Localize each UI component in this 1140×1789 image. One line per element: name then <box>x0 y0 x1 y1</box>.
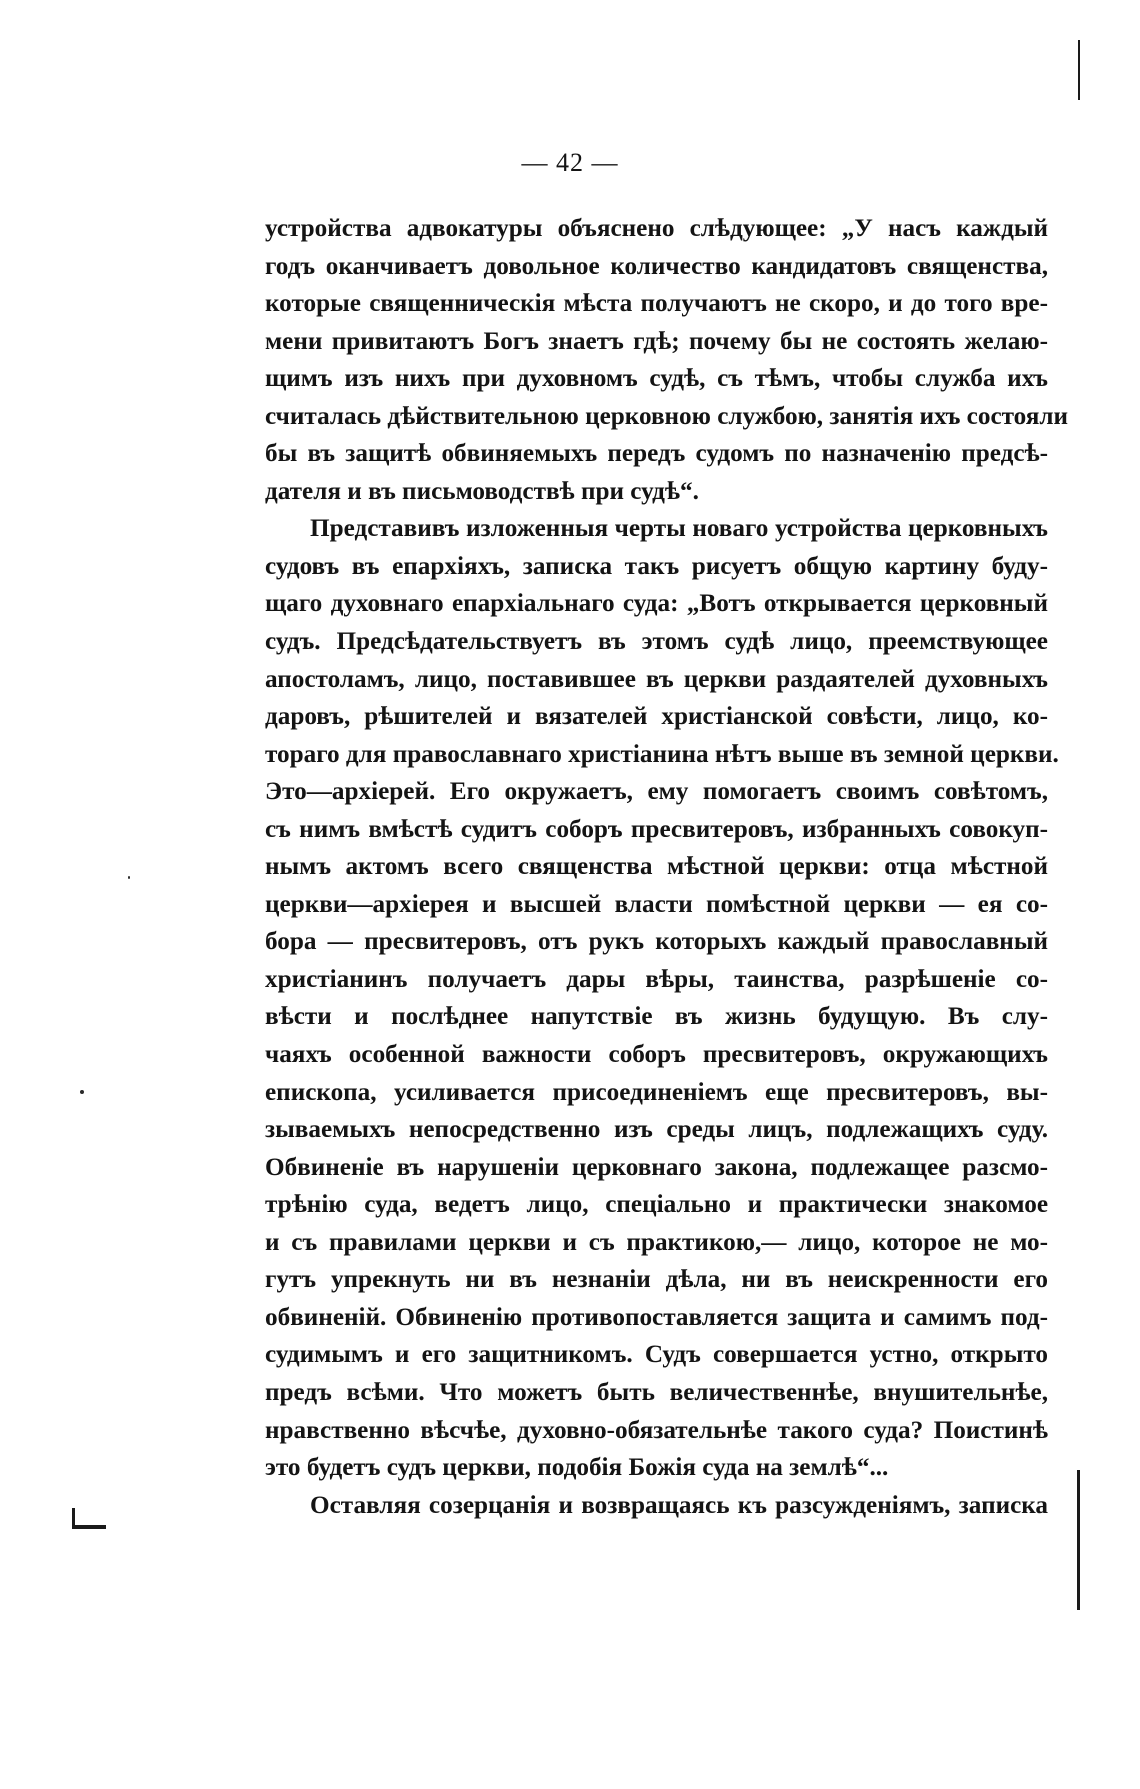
text-line: бы въ защитѣ обвиняемыхъ передъ судомъ по назначенію предсѣ- <box>265 440 1048 468</box>
paragraph-first-line: Представивъ изложенныя черты новаго устройства церковныхъ <box>310 515 1048 543</box>
text-line: епископа, усиливается присоединеніемъ еще пресвитеровъ, вы- <box>265 1078 1048 1106</box>
text-line: щимъ изъ нихъ при духовномъ судѣ, съ тѣмъ, чтобы служба ихъ <box>265 365 1048 393</box>
text-line: тораго для православнаго христіанина нѣтъ выше въ земной церкви. <box>265 740 1059 768</box>
text-line: церкви—архіерея и высшей власти помѣстной церкви — ея со- <box>265 890 1048 918</box>
text-line: Это—архіерей. Его окружаетъ, ему помогаетъ своимъ совѣтомъ, <box>265 778 1048 806</box>
text-line: бора — пресвитеровъ, отъ рукъ которыхъ каждый православный <box>265 928 1048 956</box>
text-line: судимымъ и его защитникомъ. Судъ совершается устно, открыто <box>265 1341 1048 1369</box>
text-line: это будетъ судъ церкви, подобія Божія суда на землѣ“... <box>265 1454 889 1482</box>
scan-edge-mark-top <box>1078 40 1080 100</box>
text-line: нравственно вѣсчѣе, духовно-обязательнѣе такого суда? Поистинѣ <box>265 1416 1048 1444</box>
text-line: которые священническія мѣста получаютъ не скоро, и до того вре- <box>265 290 1048 318</box>
page-body-text <box>265 210 1069 1524</box>
text-line: апостоламъ, лицо, поставившее въ церкви раздаятелей духовныхъ <box>265 665 1048 693</box>
text-line: христіанинъ получаетъ дары вѣры, таинства, разрѣшеніе со- <box>265 965 1048 993</box>
paragraph-first-line: Оставляя созерцанія и возвращаясь къ разсужденіямъ, записка <box>310 1491 1048 1519</box>
scan-speck <box>80 1090 84 1094</box>
text-line: чаяхъ особенной важности соборъ пресвитеровъ, окружающихъ <box>265 1041 1048 1069</box>
text-line: вѣсти и послѣднее напутствіе въ жизнь будущую. Въ слу- <box>265 1003 1048 1031</box>
text-line: годъ оканчиваетъ довольное количество кандидатовъ священства, <box>265 252 1048 280</box>
text-line: гутъ упрекнуть ни въ незнаніи дѣла, ни въ неискренности его <box>265 1266 1048 1294</box>
text-line: трѣнію суда, ведетъ лицо, спеціально и практически знакомое <box>265 1191 1048 1219</box>
text-line: устройства адвокатуры объяснено слѣдующее: „У насъ каждый <box>265 215 1048 242</box>
scan-smudge-mark <box>72 1508 75 1528</box>
scan-edge-mark-bottom <box>1077 1470 1080 1610</box>
page-number: — 42 — <box>521 148 619 177</box>
scan-smudge-mark <box>72 1525 106 1529</box>
text-line: мени привитаютъ Богъ знаетъ гдѣ; почему бы не состоять желаю- <box>265 327 1048 355</box>
text-line: предъ всѣми. Что можетъ быть величественнѣе, внушительнѣе, <box>265 1378 1048 1406</box>
text-line: судовъ въ епархіяхъ, записка такъ рисуетъ общую картину буду- <box>265 552 1048 580</box>
text-line: щаго духовнаго епархіальнаго суда: „Вотъ открывается церковный <box>265 590 1048 618</box>
text-line: Обвиненіе въ нарушеніи церковнаго закона, подлежащее разсмо- <box>265 1153 1048 1181</box>
text-line: считалась дѣйствительною церковною службою, занятія ихъ состояли <box>265 402 1069 430</box>
text-line: и съ правилами церкви и съ практикою,— лицо, которое не мо- <box>265 1228 1048 1256</box>
scan-speck <box>128 876 130 879</box>
text-line: обвиненій. Обвиненію противопоставляется защита и самимъ под- <box>265 1303 1048 1331</box>
text-line: даровъ, рѣшителей и вязателей христіанской совѣсти, лицо, ко- <box>265 703 1048 731</box>
text-line: нымъ актомъ всего священства мѣстной церкви: отца мѣстной <box>265 853 1048 881</box>
text-line: зываемыхъ непосредственно изъ среды лицъ, подлежащихъ суду. <box>265 1116 1048 1144</box>
text-line: дателя и въ письмоводствѣ при судѣ“. <box>265 477 699 505</box>
text-line: судъ. Предсѣдательствуетъ въ этомъ судѣ лицо, преемствующее <box>265 628 1048 656</box>
text-line: съ нимъ вмѣстѣ судитъ соборъ пресвитеровъ, избранныхъ совокуп- <box>265 815 1048 843</box>
